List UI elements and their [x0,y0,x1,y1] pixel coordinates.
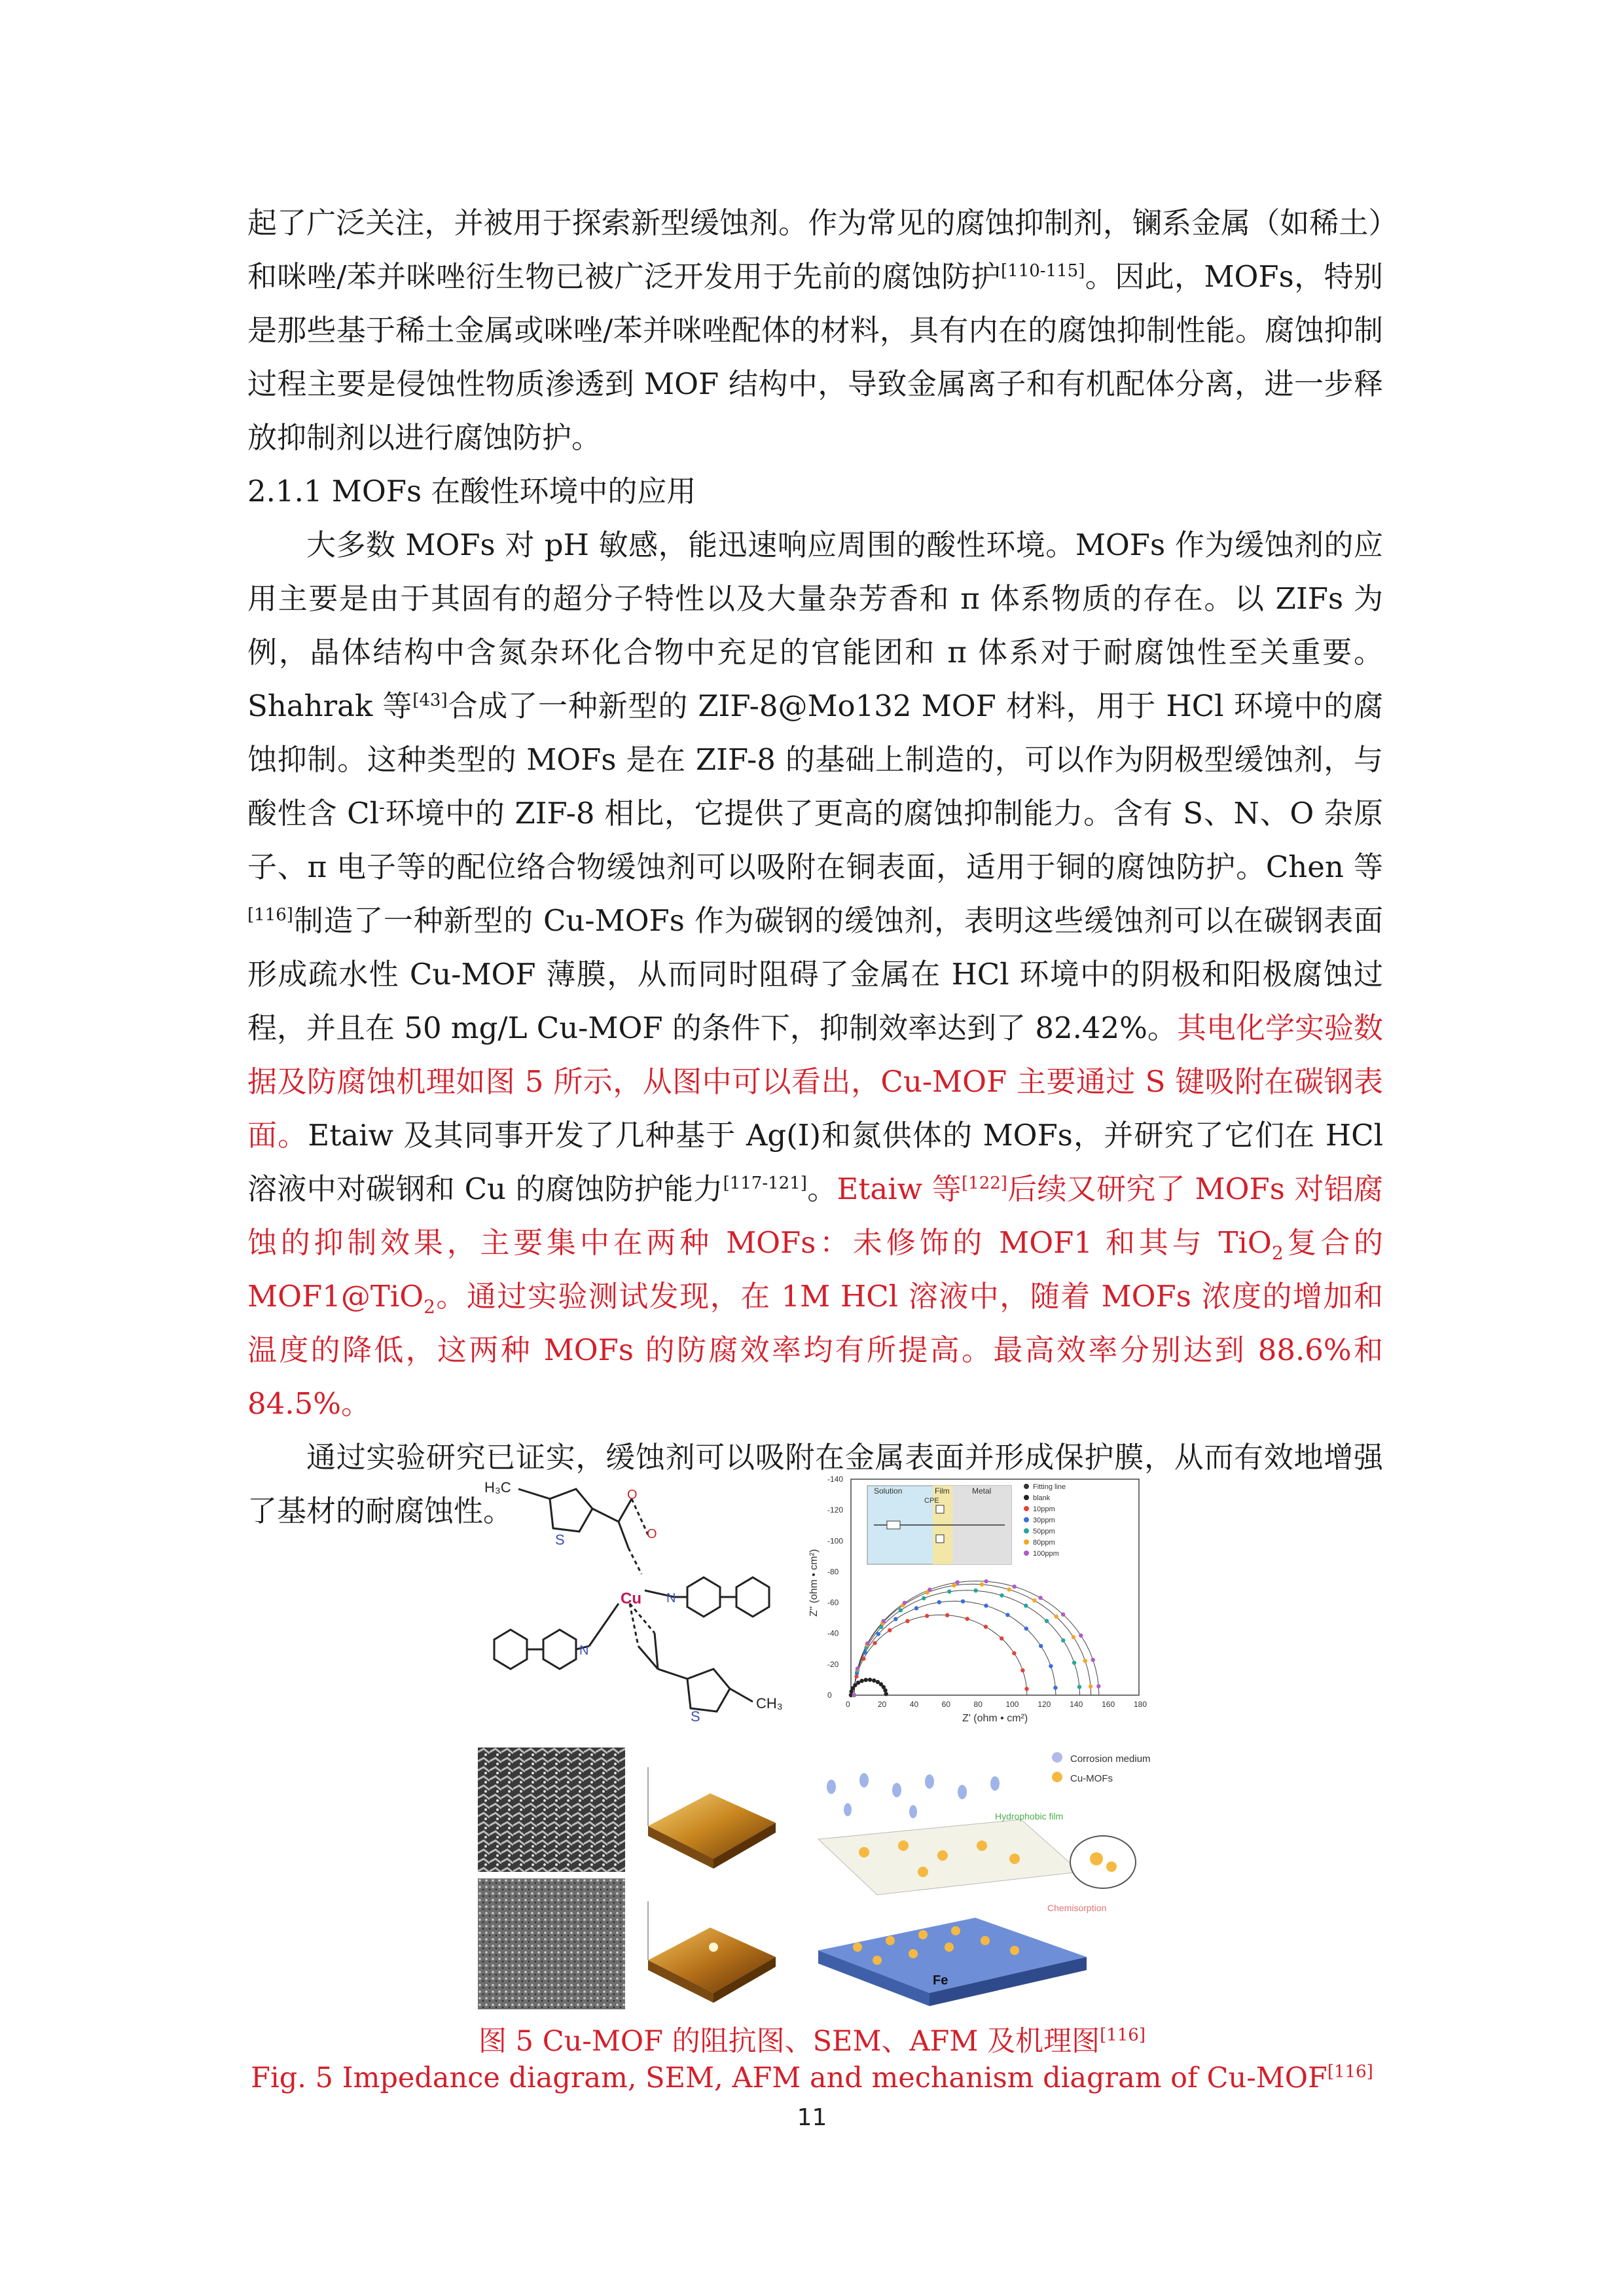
cu-mof-legend-icon [1052,1772,1062,1782]
text-run: 。 [806,1172,837,1206]
paragraph-1 [247,196,1383,465]
x-tick-label: 40 [909,1700,919,1709]
highlighted-text: 。通过实验测试发现，在 1M HCl 溶液中，随着 MOFs 浓度的增加和温度的降低，这两种 MOFs 的防腐效率均有所提高。最高效率分别达到 88.6%和 84.5%。 [247,1279,1383,1421]
data-point-10ppm [1000,1636,1003,1640]
legend-label: 30ppm [1033,1516,1055,1524]
paragraph-3: 通过实验研究已证实，缓蚀剂可以吸附在金属表面并形成保护膜，从而有效地增强了基材的耐腐蚀性。 [247,1440,1383,1528]
text-run: Etaiw 及其同事开发了几种基于 Ag(I)和氮供体的 MOFs，并研究了它们在 HCl 溶液中对碳钢和 Cu 的腐蚀防护能力 [247,1118,1383,1206]
y-tick-label: -140 [827,1475,844,1484]
page-number: 11 [797,2104,827,2131]
hydrophobic-film-label: Hydrophobic film [995,1811,1064,1821]
x-tick-label: 20 [877,1700,887,1709]
x-tick-label: 140 [1070,1700,1083,1709]
data-point-50ppm [1024,1604,1028,1607]
data-point-80ppm [952,1583,956,1587]
data-point-30ppm [1049,1664,1053,1668]
data-point-10ppm [925,1614,929,1618]
caption-text: 图 5 Cu-MOF 的阻抗图、SEM、AFM 及机理图 [478,2025,1100,2058]
figure-5 [478,1460,1159,2009]
data-point-50ppm [1045,1619,1049,1623]
data-point-50ppm [1061,1638,1065,1642]
data-point-100ppm [984,1579,988,1583]
citation: [117-121] [723,1174,807,1193]
data-point-blank [859,1679,863,1683]
data-point-10ppm [905,1619,909,1623]
y-tick-label: -100 [827,1536,844,1546]
data-point-80ppm [1083,1659,1087,1662]
data-point-100ppm [856,1666,859,1670]
afm-image-bottom [635,1878,785,2009]
data-point-80ppm [1032,1598,1036,1602]
text-run: 起了广泛关注，并被用于探索新型缓蚀剂。作为常见的腐蚀抑制剂，镧系金属（如稀土）和咪唑/苯并咪唑衍生物已被广泛开发用于先前的腐蚀防护 [247,206,1383,294]
data-point-10ppm [945,1613,949,1617]
legend-swatch [1024,1517,1029,1522]
inset-label: Film [935,1486,950,1496]
x-tick-label: 0 [846,1700,850,1709]
highlighted-text: 后续又研究了 MOFs 对铝腐蚀的抑制效果，主要集中在两种 MOFs：未修饰的 MOF1 和其与 TiO [247,1172,1383,1260]
data-point-100ppm [882,1619,886,1623]
legend-swatch [1024,1551,1029,1556]
chemisorption-label: Chemisorption [1047,1903,1107,1913]
data-point-100ppm [865,1641,869,1645]
sem-image-bottom [478,1878,625,2009]
y-tick-label: -60 [827,1598,839,1607]
x-tick-label: 80 [973,1700,983,1709]
text-run: 大多数 MOFs 对 pH 敏感，能迅速响应周围的酸性环境。MOFs 作为缓蚀剂的应用主要是由于其固有的超分子特性以及大量杂芳香和 π 体系物质的存在。以 ZIFs 为例，晶体结构中含氮杂环化合物中充足的官能团和 π 体系对于耐腐蚀性至关重要。Shahrak 等 [247,528,1383,723]
oxygen-label: O [627,1488,638,1502]
sulfur-label-bottom: S [691,1708,700,1725]
body-text [247,196,1383,1538]
ch3-top-label: H₃C [484,1479,511,1496]
inset-cpe-label: CPE [924,1497,939,1505]
data-point-100ppm [1061,1613,1065,1617]
text-run: 环境中的 ZIF-8 相比，它提供了更高的腐蚀抑制能力。含有 S、N、O 杂原子、π 电子等的配位络合物缓蚀剂可以吸附在铜表面，适用于铜的腐蚀防护。Chen 等 [247,796,1383,884]
text-run: 。因此，MOFs，特别是那些基于稀土金属或咪唑/苯并咪唑配体的材料，具有内在的腐蚀抑制性能。腐蚀抑制过程主要是侵蚀性物质渗透到 MOF 结构中，导致金属离子和有机配体分离，进一步释放抑制剂以进行腐蚀防护。 [247,259,1383,455]
y-tick-label: 0 [827,1691,832,1700]
paragraph-2 [247,518,1383,1431]
y-tick-label: -40 [827,1628,839,1638]
data-point-blank [856,1681,860,1685]
citation: [116] [1327,2062,1373,2082]
y-tick-label: -20 [827,1659,839,1669]
caption-text: Fig. 5 Impedance diagram, SEM, AFM and mechanism diagram of Cu-MOF [251,2062,1327,2094]
y-tick-label: -120 [827,1505,844,1515]
x-tick-label: 100 [1005,1700,1019,1709]
data-point-10ppm [965,1617,969,1621]
data-point-30ppm [893,1617,897,1621]
data-point-30ppm [961,1600,965,1604]
data-point-10ppm [1020,1668,1024,1672]
data-point-50ppm [947,1590,951,1594]
data-point-10ppm [888,1628,892,1632]
data-point-10ppm [1012,1651,1016,1655]
citation: [110-115] [1001,261,1085,281]
y-axis-label: Z'' (ohm • cm²) [808,1549,820,1617]
sulfur-label: S [555,1532,565,1548]
citation: [43] [412,691,448,710]
x-tick-label: 120 [1038,1700,1051,1709]
data-point-30ppm [1005,1613,1009,1617]
x-tick-label: 160 [1102,1700,1115,1709]
data-point-100ppm [1096,1684,1100,1688]
afm-image-top [635,1748,785,1872]
data-point-50ppm [899,1608,903,1612]
highlighted-text: Etaiw 等 [837,1172,962,1206]
data-point-50ppm [974,1588,978,1592]
figure-caption-en [0,2062,1624,2094]
citation: [116] [1100,2025,1146,2045]
legend-label: 10ppm [1033,1505,1055,1513]
text-run: 合成了一种新型的 ZIF-8@Mo132 MOF 材料，用于 HCl 环境中的腐蚀抑制。这种类型的 MOFs 是在 ZIF-8 的基础上制造的，可以作为阴极型缓蚀剂，与酸性含 Cl [247,689,1383,831]
x-tick-label: 180 [1134,1700,1147,1709]
data-point-50ppm [1000,1593,1003,1597]
legend-label: Fitting line [1033,1483,1066,1491]
corrosion-medium-legend-icon [1052,1752,1062,1763]
legend-label: blank [1033,1494,1051,1502]
inset-label: Metal [972,1486,992,1496]
data-point-10ppm [861,1657,865,1660]
nitrogen-label: N [579,1643,589,1658]
equivalent-circuit-inset [867,1486,1011,1564]
legend-label: 50ppm [1033,1528,1055,1535]
legend-label: 100ppm [1033,1550,1059,1558]
data-point-100ppm [903,1601,907,1605]
data-point-30ppm [984,1604,988,1607]
data-point-blank [883,1689,887,1693]
subscript: 2 [1271,1242,1284,1264]
data-point-blank [872,1678,876,1682]
data-point-30ppm [914,1606,918,1610]
ch3-bottom-label: CH₃ [756,1695,783,1712]
metal-fe-label: Fe [933,1973,948,1988]
mechanism-diagram [805,1741,1159,2016]
highlighted-text: 复合的 MOF1@TiO [247,1225,1383,1314]
data-point-100ppm [928,1588,931,1592]
legend-swatch [1024,1495,1029,1500]
data-point-100ppm [955,1581,959,1585]
data-point-80ppm [1055,1615,1058,1619]
inset-label: Solution [874,1486,903,1496]
data-point-100ppm [1079,1634,1083,1638]
data-point-50ppm [922,1596,926,1600]
superscript: - [379,798,385,817]
data-point-blank [864,1678,868,1682]
data-point-50ppm [879,1625,883,1629]
data-point-30ppm [1024,1626,1028,1630]
y-tick-label: -80 [827,1567,839,1577]
data-point-30ppm [1053,1686,1057,1690]
copper-label: Cu [621,1590,641,1607]
subscript: 2 [424,1296,435,1318]
legend-swatch [1024,1506,1029,1511]
highlighted-text: 其电化学实验数据及防腐蚀机理如图 5 所示，从图中可以看出，Cu-MOF 主要通过 S 键吸附在碳钢表面。 [247,1011,1383,1153]
legend-swatch [1024,1484,1029,1489]
x-tick-label: 60 [941,1700,951,1709]
data-point-10ppm [873,1641,876,1645]
data-point-80ppm [1007,1587,1011,1591]
legend-swatch [1024,1528,1029,1534]
data-point-blank [884,1692,888,1696]
data-point-100ppm [1091,1658,1095,1662]
legend-label: 80ppm [1033,1539,1055,1547]
nitrogen-label: N [666,1591,676,1605]
legend-corrosion-medium: Corrosion medium [1070,1753,1151,1765]
data-point-30ppm [1039,1644,1043,1648]
x-axis-label: Z' (ohm • cm²) [962,1713,1028,1724]
data-point-100ppm [1013,1585,1017,1588]
legend-cu-mofs: Cu-MOFs [1070,1773,1113,1784]
data-point-80ppm [1072,1635,1075,1639]
legend-swatch [1024,1539,1029,1545]
oxygen-label: O [647,1527,657,1541]
data-point-30ppm [863,1651,867,1655]
data-point-100ppm [1038,1596,1042,1600]
text-run: 制造了一种新型的 Cu-MOFs 作为碳钢的缓蚀剂，表明这些缓蚀剂可以在碳钢表面形成疏水性 Cu-MOF 薄膜，从而同时阻碍了金属在 HCl 环境中的阴极和阳极腐蚀过程，并且在 50 mg/L Cu-MOF 的条件下，抑制效率达到了 82.42%。 [247,903,1383,1045]
data-point-10ppm [1024,1687,1028,1691]
sem-image-top [478,1748,625,1872]
data-point-10ppm [984,1624,988,1628]
section-heading: 2.1.1 MOFs 在酸性环境中的应用 [247,474,696,509]
molecular-structure [478,1473,805,1728]
data-point-30ppm [937,1600,941,1604]
data-point-50ppm [1077,1685,1081,1689]
figure-caption-cn [0,2019,1624,2059]
data-point-50ppm [1072,1660,1076,1664]
citation: [116] [247,905,293,925]
data-point-80ppm [1089,1685,1092,1689]
data-point-blank [868,1677,872,1681]
data-point-30ppm [876,1632,880,1636]
impedance-chart [805,1460,1159,1734]
data-point-100ppm [852,1693,856,1697]
citation: [122] [962,1174,1007,1193]
data-point-80ppm [980,1583,984,1587]
